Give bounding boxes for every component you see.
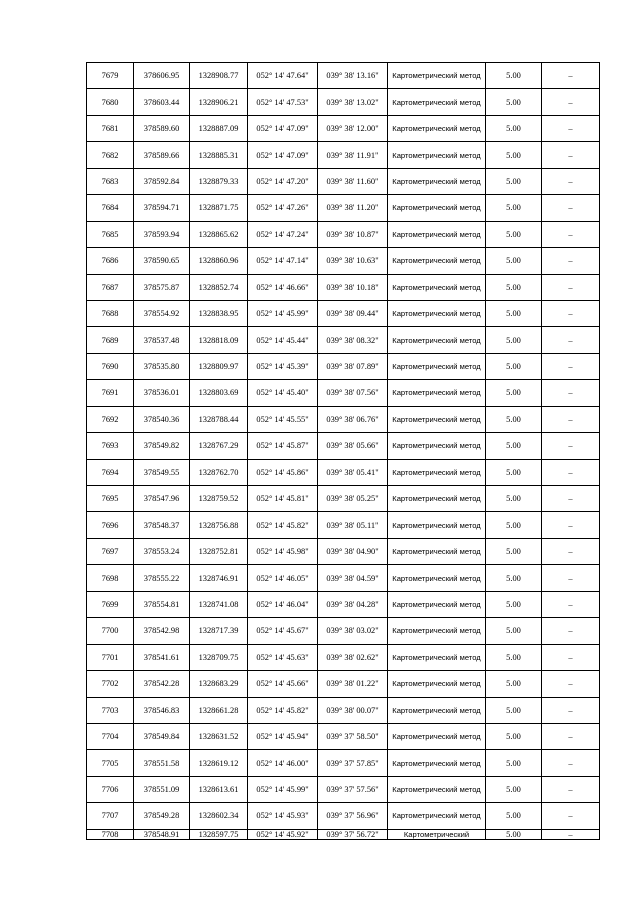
method-cell: Картометрический метод	[388, 776, 486, 802]
y-coordinate-cell: 1328809.97	[190, 353, 248, 379]
latitude-cell: 052° 14' 45.99"	[248, 776, 318, 802]
latitude-cell: 052° 14' 45.81"	[248, 486, 318, 512]
description-cell: –	[542, 221, 600, 247]
method-cell: Картометрический метод	[388, 750, 486, 776]
x-coordinate-cell: 378594.71	[134, 195, 190, 221]
latitude-cell: 052° 14' 45.87"	[248, 433, 318, 459]
x-coordinate-cell: 378554.92	[134, 300, 190, 326]
method-cell: Картометрический метод	[388, 618, 486, 644]
description-cell: –	[542, 697, 600, 723]
latitude-cell: 052° 14' 47.09"	[248, 142, 318, 168]
longitude-cell: 039° 38' 13.02"	[318, 89, 388, 115]
table-row	[87, 380, 600, 406]
description-cell: –	[542, 459, 600, 485]
longitude-cell: 039° 38' 05.25"	[318, 486, 388, 512]
latitude-cell: 052° 14' 46.05"	[248, 565, 318, 591]
latitude-cell: 052° 14' 47.14"	[248, 248, 318, 274]
latitude-cell: 052° 14' 45.67"	[248, 618, 318, 644]
accuracy-cell: 5.00	[486, 459, 542, 485]
y-coordinate-cell: 1328752.81	[190, 538, 248, 564]
x-coordinate-cell: 378549.84	[134, 723, 190, 749]
latitude-cell: 052° 14' 47.09"	[248, 115, 318, 141]
x-coordinate-cell: 378553.24	[134, 538, 190, 564]
point-number-cell: 7694	[87, 459, 134, 485]
table-row	[87, 803, 600, 829]
table-row	[87, 512, 600, 538]
description-cell: –	[542, 776, 600, 802]
y-coordinate-cell: 1328818.09	[190, 327, 248, 353]
x-coordinate-cell: 378549.82	[134, 433, 190, 459]
y-coordinate-cell: 1328613.61	[190, 776, 248, 802]
x-coordinate-cell: 378547.96	[134, 486, 190, 512]
point-number-cell: 7693	[87, 433, 134, 459]
point-number-cell: 7689	[87, 327, 134, 353]
longitude-cell: 039° 37' 57.85"	[318, 750, 388, 776]
method-cell: Картометрический метод	[388, 671, 486, 697]
table-row	[87, 89, 600, 115]
x-coordinate-cell: 378540.36	[134, 406, 190, 432]
longitude-cell: 039° 38' 05.11"	[318, 512, 388, 538]
point-number-cell: 7699	[87, 591, 134, 617]
method-cell: Картометрический метод	[388, 433, 486, 459]
method-cell: Картометрический метод	[388, 195, 486, 221]
description-cell: –	[542, 723, 600, 749]
y-coordinate-cell: 1328879.33	[190, 168, 248, 194]
point-number-cell: 7695	[87, 486, 134, 512]
accuracy-cell: 5.00	[486, 274, 542, 300]
method-cell: Картометрический метод	[388, 459, 486, 485]
table-row	[87, 829, 600, 839]
longitude-cell: 039° 38' 04.59"	[318, 565, 388, 591]
y-coordinate-cell: 1328709.75	[190, 644, 248, 670]
point-number-cell: 7704	[87, 723, 134, 749]
y-coordinate-cell: 1328860.96	[190, 248, 248, 274]
table-row	[87, 406, 600, 432]
table-row	[87, 486, 600, 512]
latitude-cell: 052° 14' 46.04"	[248, 591, 318, 617]
y-coordinate-cell: 1328788.44	[190, 406, 248, 432]
y-coordinate-cell: 1328661.28	[190, 697, 248, 723]
x-coordinate-cell: 378592.84	[134, 168, 190, 194]
description-cell: –	[542, 142, 600, 168]
accuracy-cell: 5.00	[486, 327, 542, 353]
method-cell: Картометрический метод	[388, 538, 486, 564]
longitude-cell: 039° 38' 06.76"	[318, 406, 388, 432]
x-coordinate-cell: 378537.48	[134, 327, 190, 353]
latitude-cell: 052° 14' 45.82"	[248, 697, 318, 723]
longitude-cell: 039° 38' 11.60"	[318, 168, 388, 194]
longitude-cell: 039° 37' 58.50"	[318, 723, 388, 749]
y-coordinate-cell: 1328767.29	[190, 433, 248, 459]
accuracy-cell: 5.00	[486, 829, 542, 839]
point-number-cell: 7680	[87, 89, 134, 115]
table-row	[87, 671, 600, 697]
accuracy-cell: 5.00	[486, 353, 542, 379]
latitude-cell: 052° 14' 46.66"	[248, 274, 318, 300]
longitude-cell: 039° 38' 08.32"	[318, 327, 388, 353]
longitude-cell: 039° 37' 56.96"	[318, 803, 388, 829]
point-number-cell: 7706	[87, 776, 134, 802]
table-row	[87, 274, 600, 300]
y-coordinate-cell: 1328741.08	[190, 591, 248, 617]
point-number-cell: 7707	[87, 803, 134, 829]
y-coordinate-cell: 1328865.62	[190, 221, 248, 247]
y-coordinate-cell: 1328803.69	[190, 380, 248, 406]
method-cell: Картометрический метод	[388, 115, 486, 141]
longitude-cell: 039° 38' 10.87"	[318, 221, 388, 247]
point-number-cell: 7700	[87, 618, 134, 644]
table-row	[87, 591, 600, 617]
description-cell: –	[542, 406, 600, 432]
table-row	[87, 565, 600, 591]
accuracy-cell: 5.00	[486, 486, 542, 512]
table-row	[87, 353, 600, 379]
y-coordinate-cell: 1328602.34	[190, 803, 248, 829]
y-coordinate-cell: 1328852.74	[190, 274, 248, 300]
point-number-cell: 7698	[87, 565, 134, 591]
longitude-cell: 039° 38' 00.07"	[318, 697, 388, 723]
point-number-cell: 7691	[87, 380, 134, 406]
longitude-cell: 039° 38' 02.62"	[318, 644, 388, 670]
description-cell: –	[542, 168, 600, 194]
y-coordinate-cell: 1328717.39	[190, 618, 248, 644]
method-cell: Картометрический метод	[388, 327, 486, 353]
x-coordinate-cell: 378551.58	[134, 750, 190, 776]
method-cell: Картометрический метод	[388, 406, 486, 432]
x-coordinate-cell: 378590.65	[134, 248, 190, 274]
point-number-cell: 7692	[87, 406, 134, 432]
accuracy-cell: 5.00	[486, 142, 542, 168]
latitude-cell: 052° 14' 47.26"	[248, 195, 318, 221]
y-coordinate-cell: 1328746.91	[190, 565, 248, 591]
latitude-cell: 052° 14' 45.39"	[248, 353, 318, 379]
longitude-cell: 039° 38' 10.18"	[318, 274, 388, 300]
table-row	[87, 327, 600, 353]
y-coordinate-cell: 1328871.75	[190, 195, 248, 221]
longitude-cell: 039° 38' 09.44"	[318, 300, 388, 326]
method-cell: Картометрический метод	[388, 512, 486, 538]
table-row	[87, 618, 600, 644]
method-cell: Картометрический метод	[388, 353, 486, 379]
table-row	[87, 300, 600, 326]
y-coordinate-cell: 1328887.09	[190, 115, 248, 141]
x-coordinate-cell: 378606.95	[134, 63, 190, 89]
x-coordinate-cell: 378589.60	[134, 115, 190, 141]
latitude-cell: 052° 14' 45.98"	[248, 538, 318, 564]
accuracy-cell: 5.00	[486, 380, 542, 406]
accuracy-cell: 5.00	[486, 776, 542, 802]
longitude-cell: 039° 38' 07.56"	[318, 380, 388, 406]
coordinates-table-body	[87, 63, 600, 840]
table-row	[87, 63, 600, 89]
latitude-cell: 052° 14' 47.24"	[248, 221, 318, 247]
longitude-cell: 039° 38' 05.41"	[318, 459, 388, 485]
longitude-cell: 039° 38' 11.20"	[318, 195, 388, 221]
longitude-cell: 039° 37' 57.56"	[318, 776, 388, 802]
table-row	[87, 221, 600, 247]
x-coordinate-cell: 378541.61	[134, 644, 190, 670]
method-cell: Картометрический метод	[388, 274, 486, 300]
description-cell: –	[542, 353, 600, 379]
method-cell: Картометрический метод	[388, 300, 486, 326]
description-cell: –	[542, 195, 600, 221]
latitude-cell: 052° 14' 46.00"	[248, 750, 318, 776]
point-number-cell: 7697	[87, 538, 134, 564]
description-cell: –	[542, 248, 600, 274]
latitude-cell: 052° 14' 45.94"	[248, 723, 318, 749]
table-row	[87, 644, 600, 670]
table-row	[87, 750, 600, 776]
accuracy-cell: 5.00	[486, 300, 542, 326]
point-number-cell: 7705	[87, 750, 134, 776]
x-coordinate-cell: 378548.37	[134, 512, 190, 538]
point-number-cell: 7682	[87, 142, 134, 168]
method-cell: Картометрический метод	[388, 168, 486, 194]
description-cell: –	[542, 591, 600, 617]
method-cell: Картометрический метод	[388, 644, 486, 670]
y-coordinate-cell: 1328683.29	[190, 671, 248, 697]
method-cell: Картометрический метод	[388, 248, 486, 274]
point-number-cell: 7688	[87, 300, 134, 326]
latitude-cell: 052° 14' 45.93"	[248, 803, 318, 829]
longitude-cell: 039° 38' 10.63"	[318, 248, 388, 274]
point-number-cell: 7684	[87, 195, 134, 221]
description-cell: –	[542, 433, 600, 459]
method-cell: Картометрический метод	[388, 486, 486, 512]
latitude-cell: 052° 14' 45.99"	[248, 300, 318, 326]
latitude-cell: 052° 14' 45.86"	[248, 459, 318, 485]
method-cell: Картометрический метод	[388, 63, 486, 89]
x-coordinate-cell: 378551.09	[134, 776, 190, 802]
y-coordinate-cell: 1328597.75	[190, 829, 248, 839]
y-coordinate-cell: 1328759.52	[190, 486, 248, 512]
method-cell: Картометрический метод	[388, 380, 486, 406]
point-number-cell: 7683	[87, 168, 134, 194]
x-coordinate-cell: 378542.28	[134, 671, 190, 697]
x-coordinate-cell: 378549.55	[134, 459, 190, 485]
latitude-cell: 052° 14' 45.66"	[248, 671, 318, 697]
latitude-cell: 052° 14' 45.63"	[248, 644, 318, 670]
method-cell: Картометрический метод	[388, 221, 486, 247]
latitude-cell: 052° 14' 45.44"	[248, 327, 318, 353]
point-number-cell: 7681	[87, 115, 134, 141]
y-coordinate-cell: 1328906.21	[190, 89, 248, 115]
longitude-cell: 039° 38' 05.66"	[318, 433, 388, 459]
description-cell: –	[542, 274, 600, 300]
description-cell: –	[542, 750, 600, 776]
description-cell: –	[542, 829, 600, 839]
y-coordinate-cell: 1328838.95	[190, 300, 248, 326]
y-coordinate-cell: 1328756.88	[190, 512, 248, 538]
method-cell: Картометрический метод	[388, 142, 486, 168]
x-coordinate-cell: 378575.87	[134, 274, 190, 300]
x-coordinate-cell: 378603.44	[134, 89, 190, 115]
method-cell: Картометрический метод	[388, 803, 486, 829]
description-cell: –	[542, 618, 600, 644]
accuracy-cell: 5.00	[486, 406, 542, 432]
description-cell: –	[542, 512, 600, 538]
accuracy-cell: 5.00	[486, 723, 542, 749]
accuracy-cell: 5.00	[486, 89, 542, 115]
accuracy-cell: 5.00	[486, 565, 542, 591]
description-cell: –	[542, 300, 600, 326]
accuracy-cell: 5.00	[486, 591, 542, 617]
x-coordinate-cell: 378535.80	[134, 353, 190, 379]
accuracy-cell: 5.00	[486, 803, 542, 829]
y-coordinate-cell: 1328885.31	[190, 142, 248, 168]
longitude-cell: 039° 38' 01.22"	[318, 671, 388, 697]
description-cell: –	[542, 565, 600, 591]
accuracy-cell: 5.00	[486, 538, 542, 564]
method-cell: Картометрический метод	[388, 723, 486, 749]
longitude-cell: 039° 38' 07.89"	[318, 353, 388, 379]
description-cell: –	[542, 380, 600, 406]
point-number-cell: 7701	[87, 644, 134, 670]
coordinates-table	[86, 62, 600, 840]
point-number-cell: 7679	[87, 63, 134, 89]
accuracy-cell: 5.00	[486, 195, 542, 221]
y-coordinate-cell: 1328908.77	[190, 63, 248, 89]
accuracy-cell: 5.00	[486, 248, 542, 274]
x-coordinate-cell: 378593.94	[134, 221, 190, 247]
description-cell: –	[542, 89, 600, 115]
accuracy-cell: 5.00	[486, 221, 542, 247]
longitude-cell: 039° 37' 56.72"	[318, 829, 388, 839]
x-coordinate-cell: 378549.28	[134, 803, 190, 829]
x-coordinate-cell: 378546.83	[134, 697, 190, 723]
y-coordinate-cell: 1328762.70	[190, 459, 248, 485]
accuracy-cell: 5.00	[486, 618, 542, 644]
accuracy-cell: 5.00	[486, 433, 542, 459]
point-number-cell: 7703	[87, 697, 134, 723]
latitude-cell: 052° 14' 47.64"	[248, 63, 318, 89]
point-number-cell: 7687	[87, 274, 134, 300]
description-cell: –	[542, 486, 600, 512]
accuracy-cell: 5.00	[486, 644, 542, 670]
description-cell: –	[542, 803, 600, 829]
latitude-cell: 052° 14' 45.40"	[248, 380, 318, 406]
latitude-cell: 052° 14' 47.20"	[248, 168, 318, 194]
point-number-cell: 7690	[87, 353, 134, 379]
point-number-cell: 7685	[87, 221, 134, 247]
point-number-cell: 7686	[87, 248, 134, 274]
longitude-cell: 039° 38' 04.90"	[318, 538, 388, 564]
accuracy-cell: 5.00	[486, 671, 542, 697]
description-cell: –	[542, 538, 600, 564]
table-row	[87, 776, 600, 802]
longitude-cell: 039° 38' 04.28"	[318, 591, 388, 617]
latitude-cell: 052° 14' 45.92"	[248, 829, 318, 839]
method-cell: Картометрический метод	[388, 89, 486, 115]
table-row	[87, 433, 600, 459]
x-coordinate-cell: 378542.98	[134, 618, 190, 644]
table-row	[87, 248, 600, 274]
method-cell: Картометрический метод	[388, 697, 486, 723]
accuracy-cell: 5.00	[486, 115, 542, 141]
y-coordinate-cell: 1328631.52	[190, 723, 248, 749]
table-row	[87, 195, 600, 221]
description-cell: –	[542, 115, 600, 141]
latitude-cell: 052° 14' 47.53"	[248, 89, 318, 115]
accuracy-cell: 5.00	[486, 512, 542, 538]
longitude-cell: 039° 38' 03.02"	[318, 618, 388, 644]
y-coordinate-cell: 1328619.12	[190, 750, 248, 776]
description-cell: –	[542, 671, 600, 697]
x-coordinate-cell: 378548.91	[134, 829, 190, 839]
method-cell: Картометрический метод	[388, 591, 486, 617]
table-row	[87, 697, 600, 723]
accuracy-cell: 5.00	[486, 697, 542, 723]
table-row	[87, 168, 600, 194]
method-cell: Картометрический	[388, 829, 486, 839]
table-row	[87, 538, 600, 564]
description-cell: –	[542, 63, 600, 89]
x-coordinate-cell: 378536.01	[134, 380, 190, 406]
x-coordinate-cell: 378554.81	[134, 591, 190, 617]
table-row	[87, 459, 600, 485]
longitude-cell: 039° 38' 12.00"	[318, 115, 388, 141]
method-cell: Картометрический метод	[388, 565, 486, 591]
longitude-cell: 039° 38' 11.91"	[318, 142, 388, 168]
x-coordinate-cell: 378589.66	[134, 142, 190, 168]
accuracy-cell: 5.00	[486, 168, 542, 194]
accuracy-cell: 5.00	[486, 63, 542, 89]
x-coordinate-cell: 378555.22	[134, 565, 190, 591]
longitude-cell: 039° 38' 13.16"	[318, 63, 388, 89]
description-cell: –	[542, 644, 600, 670]
accuracy-cell: 5.00	[486, 750, 542, 776]
point-number-cell: 7696	[87, 512, 134, 538]
table-row	[87, 723, 600, 749]
point-number-cell: 7702	[87, 671, 134, 697]
description-cell: –	[542, 327, 600, 353]
table-row	[87, 142, 600, 168]
table-row	[87, 115, 600, 141]
latitude-cell: 052° 14' 45.55"	[248, 406, 318, 432]
latitude-cell: 052° 14' 45.82"	[248, 512, 318, 538]
point-number-cell: 7708	[87, 829, 134, 839]
